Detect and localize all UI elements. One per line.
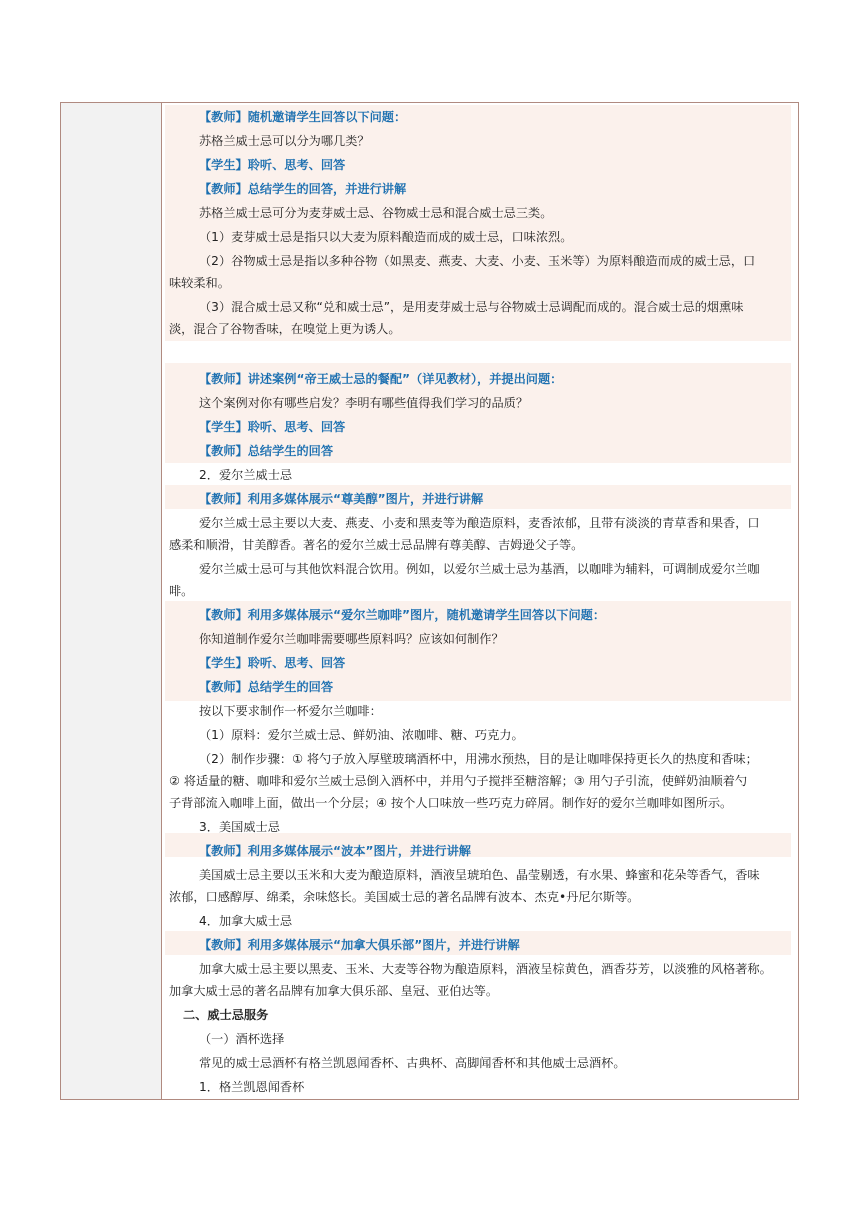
body-text-line: 这个案例对你有哪些启发？李明有哪些值得我们学习的品质？ <box>199 396 529 410</box>
teacher-student-cue: 【教师】利用多媒体展示“波本”图片，并进行讲解 <box>199 844 471 858</box>
body-text-line: （2）谷物威士忌是指以多种谷物（如黑麦、燕麦、大麦、小麦、玉米等）为原料酿造而成的威士忌，口 <box>199 254 756 268</box>
body-text-line: 爱尔兰威士忌主要以大麦、燕麦、小麦和黑麦等为酿造原料，麦香浓郁，且带有淡淡的青草香和果香，口 <box>199 516 760 530</box>
lesson-table <box>60 102 799 1100</box>
body-text-line: 按以下要求制作一杯爱尔兰咖啡： <box>199 704 382 718</box>
body-text-line: （一）酒杯选择 <box>199 1032 285 1046</box>
teacher-student-cue: 【学生】聆听、思考、回答 <box>199 420 346 434</box>
body-text-line: 美国威士忌主要以玉米和大麦为酿造原料，酒液呈琥珀色、晶莹剔透，有水果、蜂蜜和花朵等香气，香味 <box>199 868 760 882</box>
body-text-line: ② 将适量的糖、咖啡和爱尔兰威士忌倒入酒杯中，并用勺子搅拌至糖溶解；③ 用勺子引流，使鲜奶油顺着勺 <box>169 774 748 788</box>
body-text-line: （1）麦芽威士忌是指只以大麦为原料酿造而成的威士忌，口味浓烈。 <box>199 230 573 244</box>
teacher-student-cue: 【教师】随机邀请学生回答以下问题： <box>199 110 407 124</box>
body-text-line: （2）制作步骤：① 将勺子放入厚壁玻璃酒杯中，用沸水预热，目的是让咖啡保持更长久的热度和香味； <box>199 752 758 766</box>
body-text-line: 淡，混合了谷物香味，在嗅觉上更为诱人。 <box>169 322 401 336</box>
body-text-line: 浓郁，口感醇厚、绵柔，余味悠长。美国威士忌的著名品牌有波本、杰克•丹尼尔斯等。 <box>169 890 640 904</box>
body-text-line: 4．加拿大威士忌 <box>199 914 293 928</box>
body-text-line: 子背部流入咖啡上面，做出一个分层；④ 按个人口味放一些巧克力碎屑。制作好的爱尔兰咖啡如图所示。 <box>169 796 733 810</box>
left-column-cell <box>61 103 162 1099</box>
teacher-student-cue: 【教师】利用多媒体展示“尊美醇”图片，并进行讲解 <box>199 492 484 506</box>
body-text-line: 1．格兰凯恩闻香杯 <box>199 1080 305 1094</box>
body-text-line: 味较柔和。 <box>169 276 230 290</box>
teacher-student-cue: 【教师】利用多媒体展示“爱尔兰咖啡”图片，随机邀请学生回答以下问题： <box>199 608 606 622</box>
section-heading: 二、威士忌服务 <box>183 1008 269 1022</box>
body-text-line: 苏格兰威士忌可以分为哪几类？ <box>199 134 370 148</box>
body-text-line: 加拿大威士忌的著名品牌有加拿大俱乐部、皇冠、亚伯达等。 <box>169 984 499 998</box>
body-text-line: 你知道制作爱尔兰咖啡需要哪些原料吗？应该如何制作？ <box>199 632 504 646</box>
teacher-student-cue: 【教师】总结学生的回答，并进行讲解 <box>199 182 407 196</box>
body-text-line: （3）混合威士忌又称“兑和威士忌”，是用麦芽威士忌与谷物威士忌调配而成的。混合威士忌的烟熏味 <box>199 300 744 314</box>
teacher-student-cue: 【教师】总结学生的回答 <box>199 680 334 694</box>
body-text-line: 加拿大威士忌主要以黑麦、玉米、大麦等谷物为酿造原料，酒液呈棕黄色，酒香芬芳，以淡雅的风格著称。 <box>199 962 772 976</box>
teacher-student-cue: 【教师】讲述案例“帝王威士忌的餐配”（详见教材），并提出问题： <box>199 372 563 386</box>
teacher-student-cue: 【学生】聆听、思考、回答 <box>199 656 346 670</box>
teacher-student-cue: 【教师】利用多媒体展示“加拿大俱乐部”图片，并进行讲解 <box>199 938 520 952</box>
body-text-line: 爱尔兰威士忌可与其他饮料混合饮用。例如，以爱尔兰威士忌为基酒，以咖啡为辅料，可调制成爱尔兰咖 <box>199 562 760 576</box>
teacher-student-cue: 【学生】聆听、思考、回答 <box>199 158 346 172</box>
body-text-line: （1）原料：爱尔兰威士忌、鲜奶油、浓咖啡、糖、巧克力。 <box>199 728 524 742</box>
body-text-line: 2．爱尔兰威士忌 <box>199 468 293 482</box>
body-text-line: 苏格兰威士忌可分为麦芽威士忌、谷物威士忌和混合威士忌三类。 <box>199 206 553 220</box>
body-text-line: 感柔和顺滑，甘美醇香。著名的爱尔兰威士忌品牌有尊美醇、吉姆逊父子等。 <box>169 538 584 552</box>
teacher-student-cue: 【教师】总结学生的回答 <box>199 444 334 458</box>
body-text-line: 啡。 <box>169 584 194 598</box>
body-text-line: 常见的威士忌酒杯有格兰凯恩闻香杯、古典杯、高脚闻香杯和其他威士忌酒杯。 <box>199 1056 626 1070</box>
body-text-line: 3．美国威士忌 <box>199 820 280 834</box>
